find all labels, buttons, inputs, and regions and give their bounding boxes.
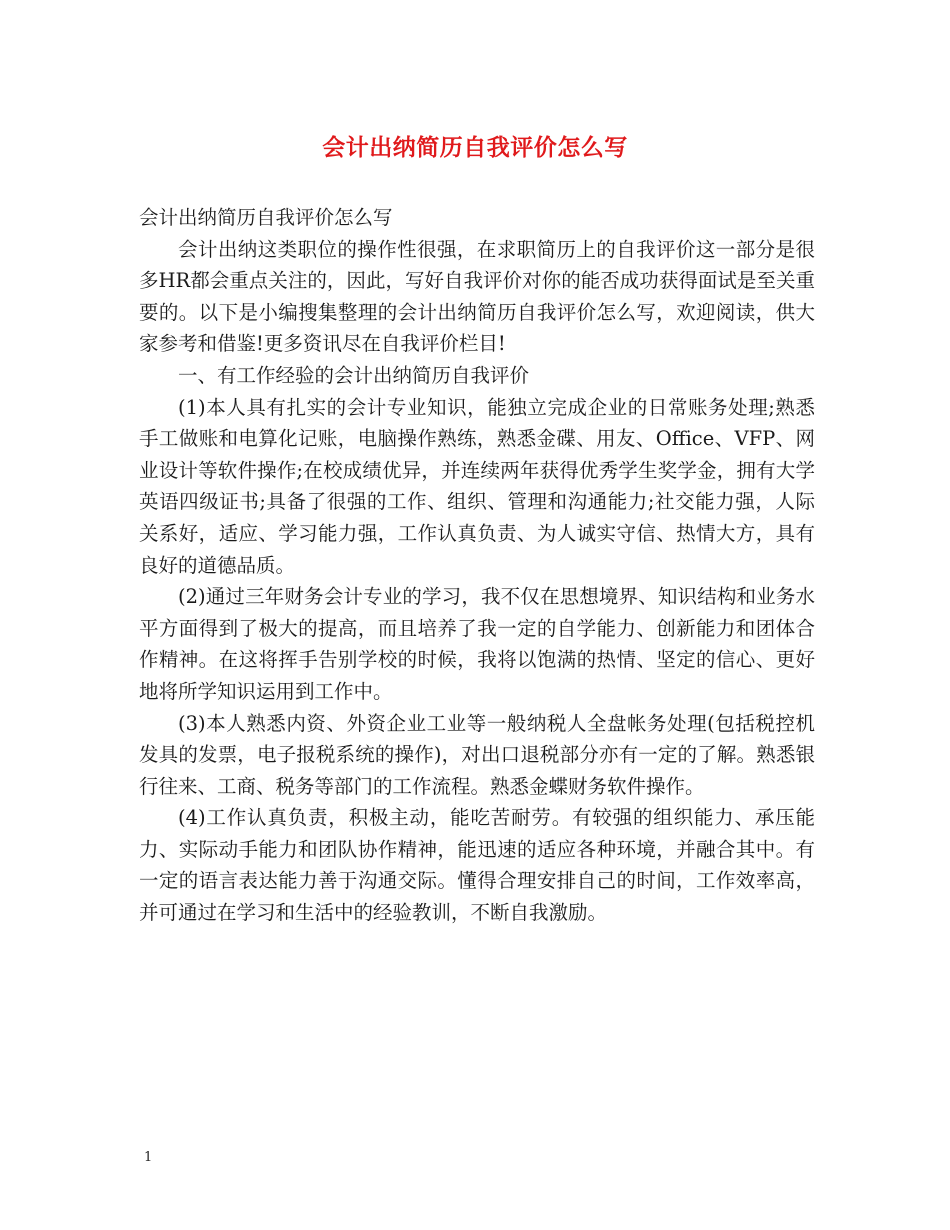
intro-paragraph: 会计出纳这类职位的操作性很强，在求职简历上的自我评价这一部分是很多HR都会重点关注的，因此，写好自我评价对你的能否成功获得面试是至关重要的。以下是小编搜集整理的会计出纳简历自我评价怎么写，欢迎阅读，供大家参考和借鉴!更多资讯尽在自我评价栏目! <box>139 237 815 356</box>
item-paragraph-4: (4)工作认真负责，积极主动，能吃苦耐劳。有较强的组织能力、承压能力、实际动手能力和团队协作精神，能迅速的适应各种环境，并融合其中。有一定的语言表达能力善于沟通交际。懂得合理安排自己的时间，工作效率高，并可通过在学习和生活中的经验教训，不断自我激励。 <box>139 806 815 925</box>
body-heading-line: 会计出纳简历自我评价怎么写 <box>139 206 393 229</box>
document-title: 会计出纳简历自我评价怎么写 <box>322 134 628 161</box>
section-heading: 一、有工作经验的会计出纳简历自我评价 <box>178 363 530 387</box>
page-number: 1 <box>144 1150 153 1165</box>
item-paragraph-1: (1)本人具有扎实的会计专业知识，能独立完成企业的日常账务处理;熟悉手工做账和电算化记账，电脑操作熟练，熟悉金碟、用友、Office、VFP、网业设计等软件操作;在校成绩优异，并连续两年获得优秀学生奖学金，拥有大学英语四级证书;具备了很强的工作、组织、管理和沟通能力;社交能力强，人际关系好，适应、学习能力强，工作认真负责、为人诚实守信、热情大方，具有良好的道德品质。 <box>139 395 815 577</box>
item-paragraph-3: (3)本人熟悉内资、外资企业工业等一般纳税人全盘帐务处理(包括税控机发具的发票，电子报税系统的操作)，对出口退税部分亦有一定的了解。熟悉银行往来、工商、税务等部门的工作流程。熟悉金蝶财务软件操作。 <box>139 711 815 798</box>
document-body <box>139 202 815 929</box>
item-paragraph-2: (2)通过三年财务会计专业的学习，我不仅在思想境界、知识结构和业务水平方面得到了极大的提高，而且培养了我一定的自学能力、创新能力和团体合作精神。在这将挥手告别学校的时候，我将以饱满的热情、坚定的信心、更好地将所学知识运用到工作中。 <box>139 585 815 703</box>
